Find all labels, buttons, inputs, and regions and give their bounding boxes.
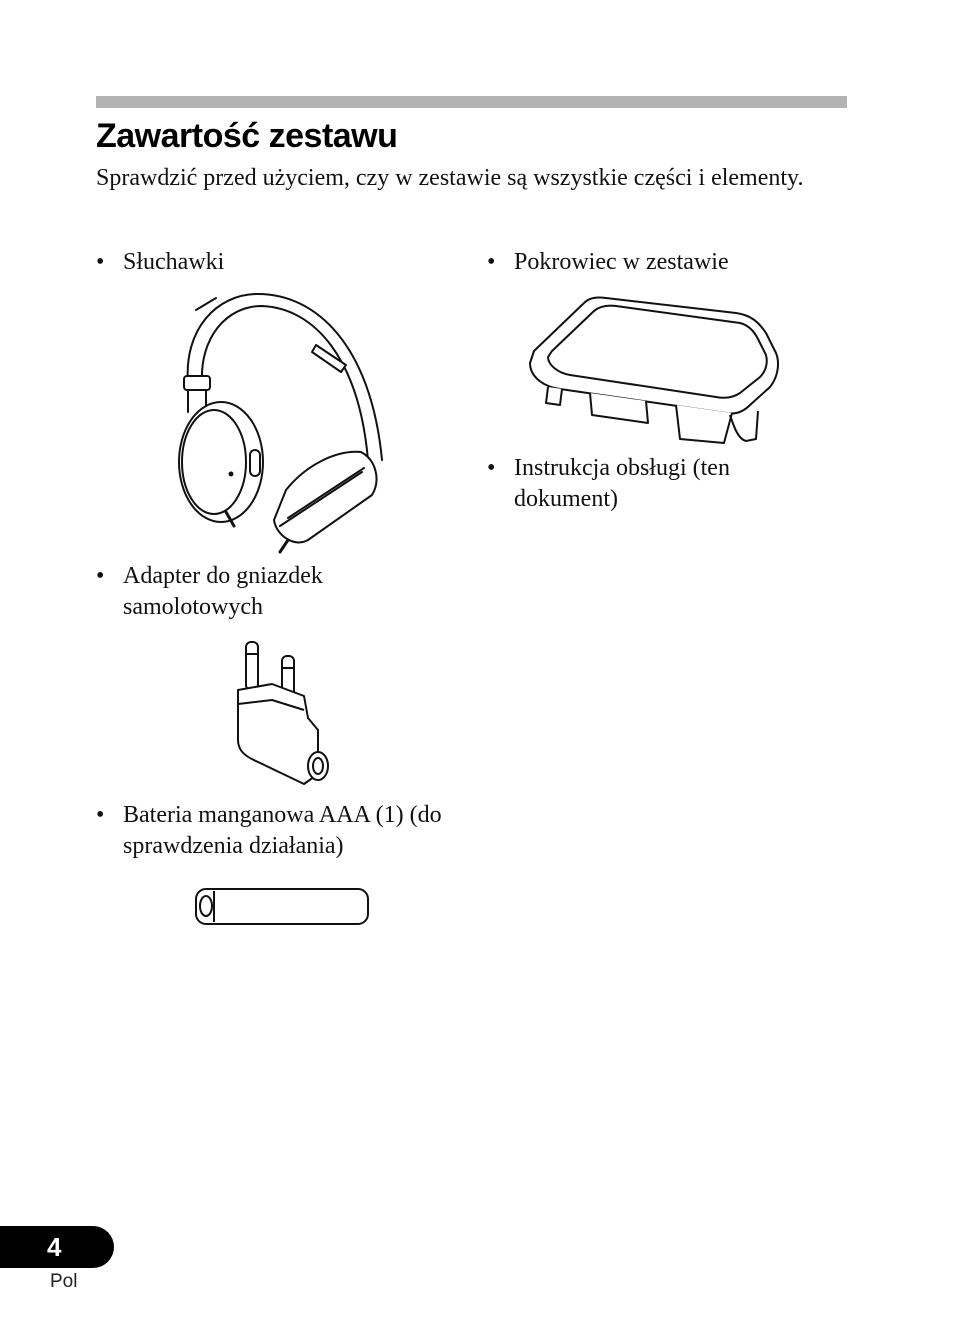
carrying-case-icon bbox=[526, 293, 782, 445]
bullet: • bbox=[96, 802, 105, 828]
battery-icon bbox=[194, 886, 372, 928]
list-item-manual bbox=[487, 453, 817, 515]
bullet: • bbox=[487, 249, 496, 275]
list-item-battery bbox=[96, 800, 456, 862]
item-label: Adapter do gniazdek samolotowych bbox=[123, 563, 323, 620]
item-label: Pokrowiec w zestawie bbox=[514, 249, 729, 275]
headphones-icon bbox=[176, 290, 386, 555]
airplane-adapter-icon bbox=[232, 634, 332, 790]
language-label: Pol bbox=[50, 1271, 78, 1292]
header-rule bbox=[96, 96, 847, 108]
list-item-adapter bbox=[96, 561, 436, 623]
page-title: Zawartość zestawu bbox=[96, 117, 398, 155]
item-label: Słuchawki bbox=[123, 249, 225, 275]
intro-text: Sprawdzić przed użyciem, czy w zestawie są wszystkie części i elementy. bbox=[96, 165, 804, 191]
bullet: • bbox=[487, 455, 496, 481]
list-item-headphones bbox=[96, 247, 436, 278]
bullet: • bbox=[96, 563, 105, 589]
page-number-badge bbox=[0, 1226, 114, 1268]
item-label: Instrukcja obsługi (ten dokument) bbox=[514, 455, 730, 512]
page-number: 4 bbox=[47, 1232, 62, 1262]
bullet: • bbox=[96, 249, 105, 275]
list-item-case bbox=[487, 247, 837, 278]
item-label: Bateria manganowa AAA (1) (do sprawdzenia działania) bbox=[123, 802, 442, 859]
